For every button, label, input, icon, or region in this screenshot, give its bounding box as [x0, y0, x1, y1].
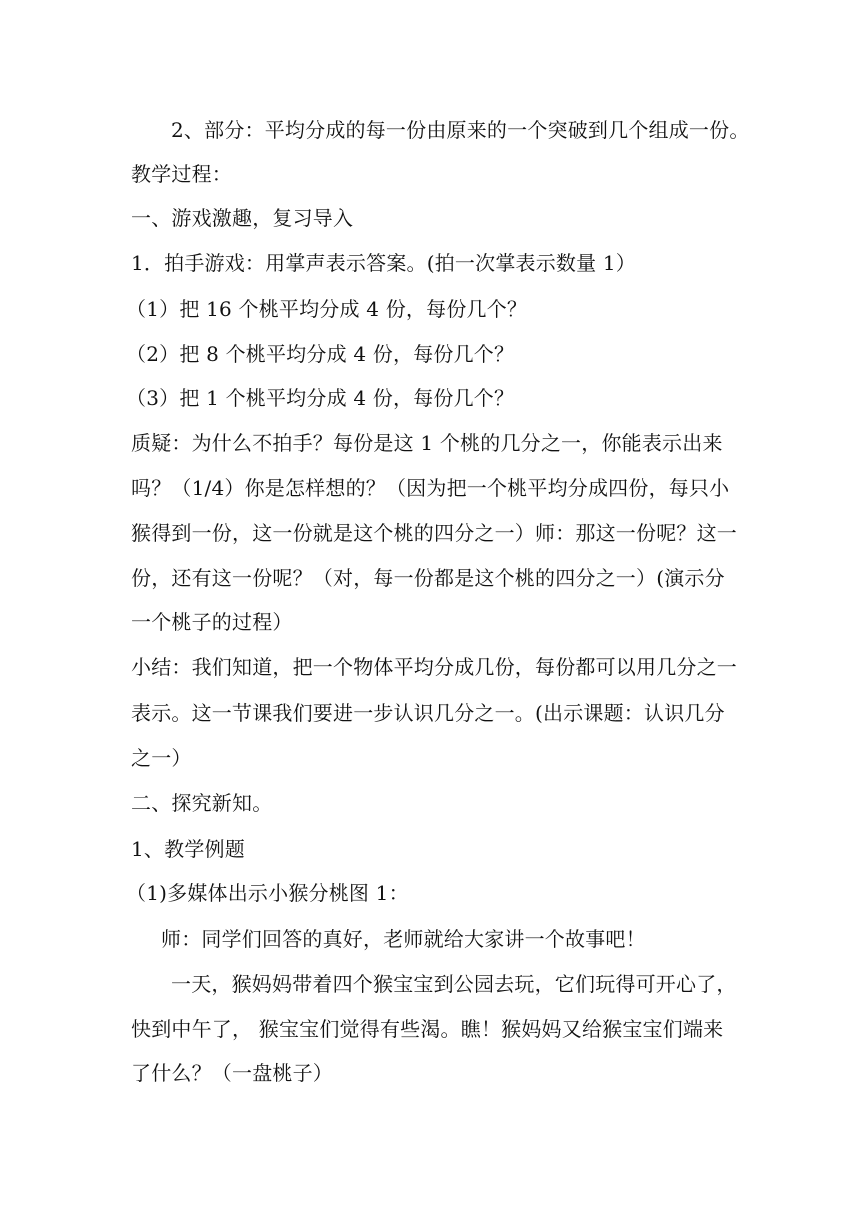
text-line-1: 2、部分：平均分成的每一份由原来的一个突破到几个组成一份。	[171, 118, 750, 142]
section-heading-1: 一、游戏激趣，复习导入	[131, 206, 354, 230]
text-line-20: 一天，猴妈妈带着四个猴宝宝到公园去玩，它们玩得可开心了，	[171, 972, 737, 996]
text-line-15: 之一）	[131, 746, 192, 770]
text-line-5: （1）把 16 个桃平均分成 4 份，每份几个？	[126, 297, 528, 321]
text-line-11: 份，还有这一份呢？（对，每一份都是这个桃的四分之一）(演示分	[131, 566, 725, 590]
text-line-17: 1、教学例题	[131, 837, 245, 861]
section-heading-process: 教学过程：	[131, 162, 232, 186]
text-line-8: 质疑：为什么不拍手？每份是这 1 个桃的几分之一，你能表示出来	[131, 431, 723, 455]
text-line-13: 小结：我们知道，把一个物体平均分成几份，每份都可以用几分之一	[131, 655, 737, 679]
text-line-7: （3）把 1 个桃平均分成 4 份，每份几个？	[126, 386, 515, 410]
text-line-6: （2）把 8 个桃平均分成 4 份，每份几个？	[126, 342, 515, 366]
text-line-9: 吗？（1/4）你是怎样想的？（因为把一个桃平均分成四份，每只小	[131, 476, 730, 500]
text-line-10: 猴得到一份，这一份就是这个桃的四分之一）师：那这一份呢？这一	[131, 521, 737, 545]
text-line-4: 1．拍手游戏：用掌声表示答案。(拍一次掌表示数量 1）	[131, 251, 637, 275]
text-line-14: 表示。这一节课我们要进一步认识几分之一。(出示课题：认识几分	[131, 701, 725, 725]
text-line-21: 快到中午了， 猴宝宝们觉得有些渴。瞧！猴妈妈又给猴宝宝们端来	[131, 1017, 724, 1041]
text-line-22: 了什么？（一盘桃子）	[131, 1061, 333, 1085]
text-line-19: 师：同学们回答的真好，老师就给大家讲一个故事吧！	[161, 927, 646, 951]
text-line-12: 一个桃子的过程）	[131, 610, 293, 634]
section-heading-2: 二、探究新知。	[131, 791, 273, 815]
text-line-18: （1)多媒体出示小猴分桃图 1：	[126, 881, 409, 905]
